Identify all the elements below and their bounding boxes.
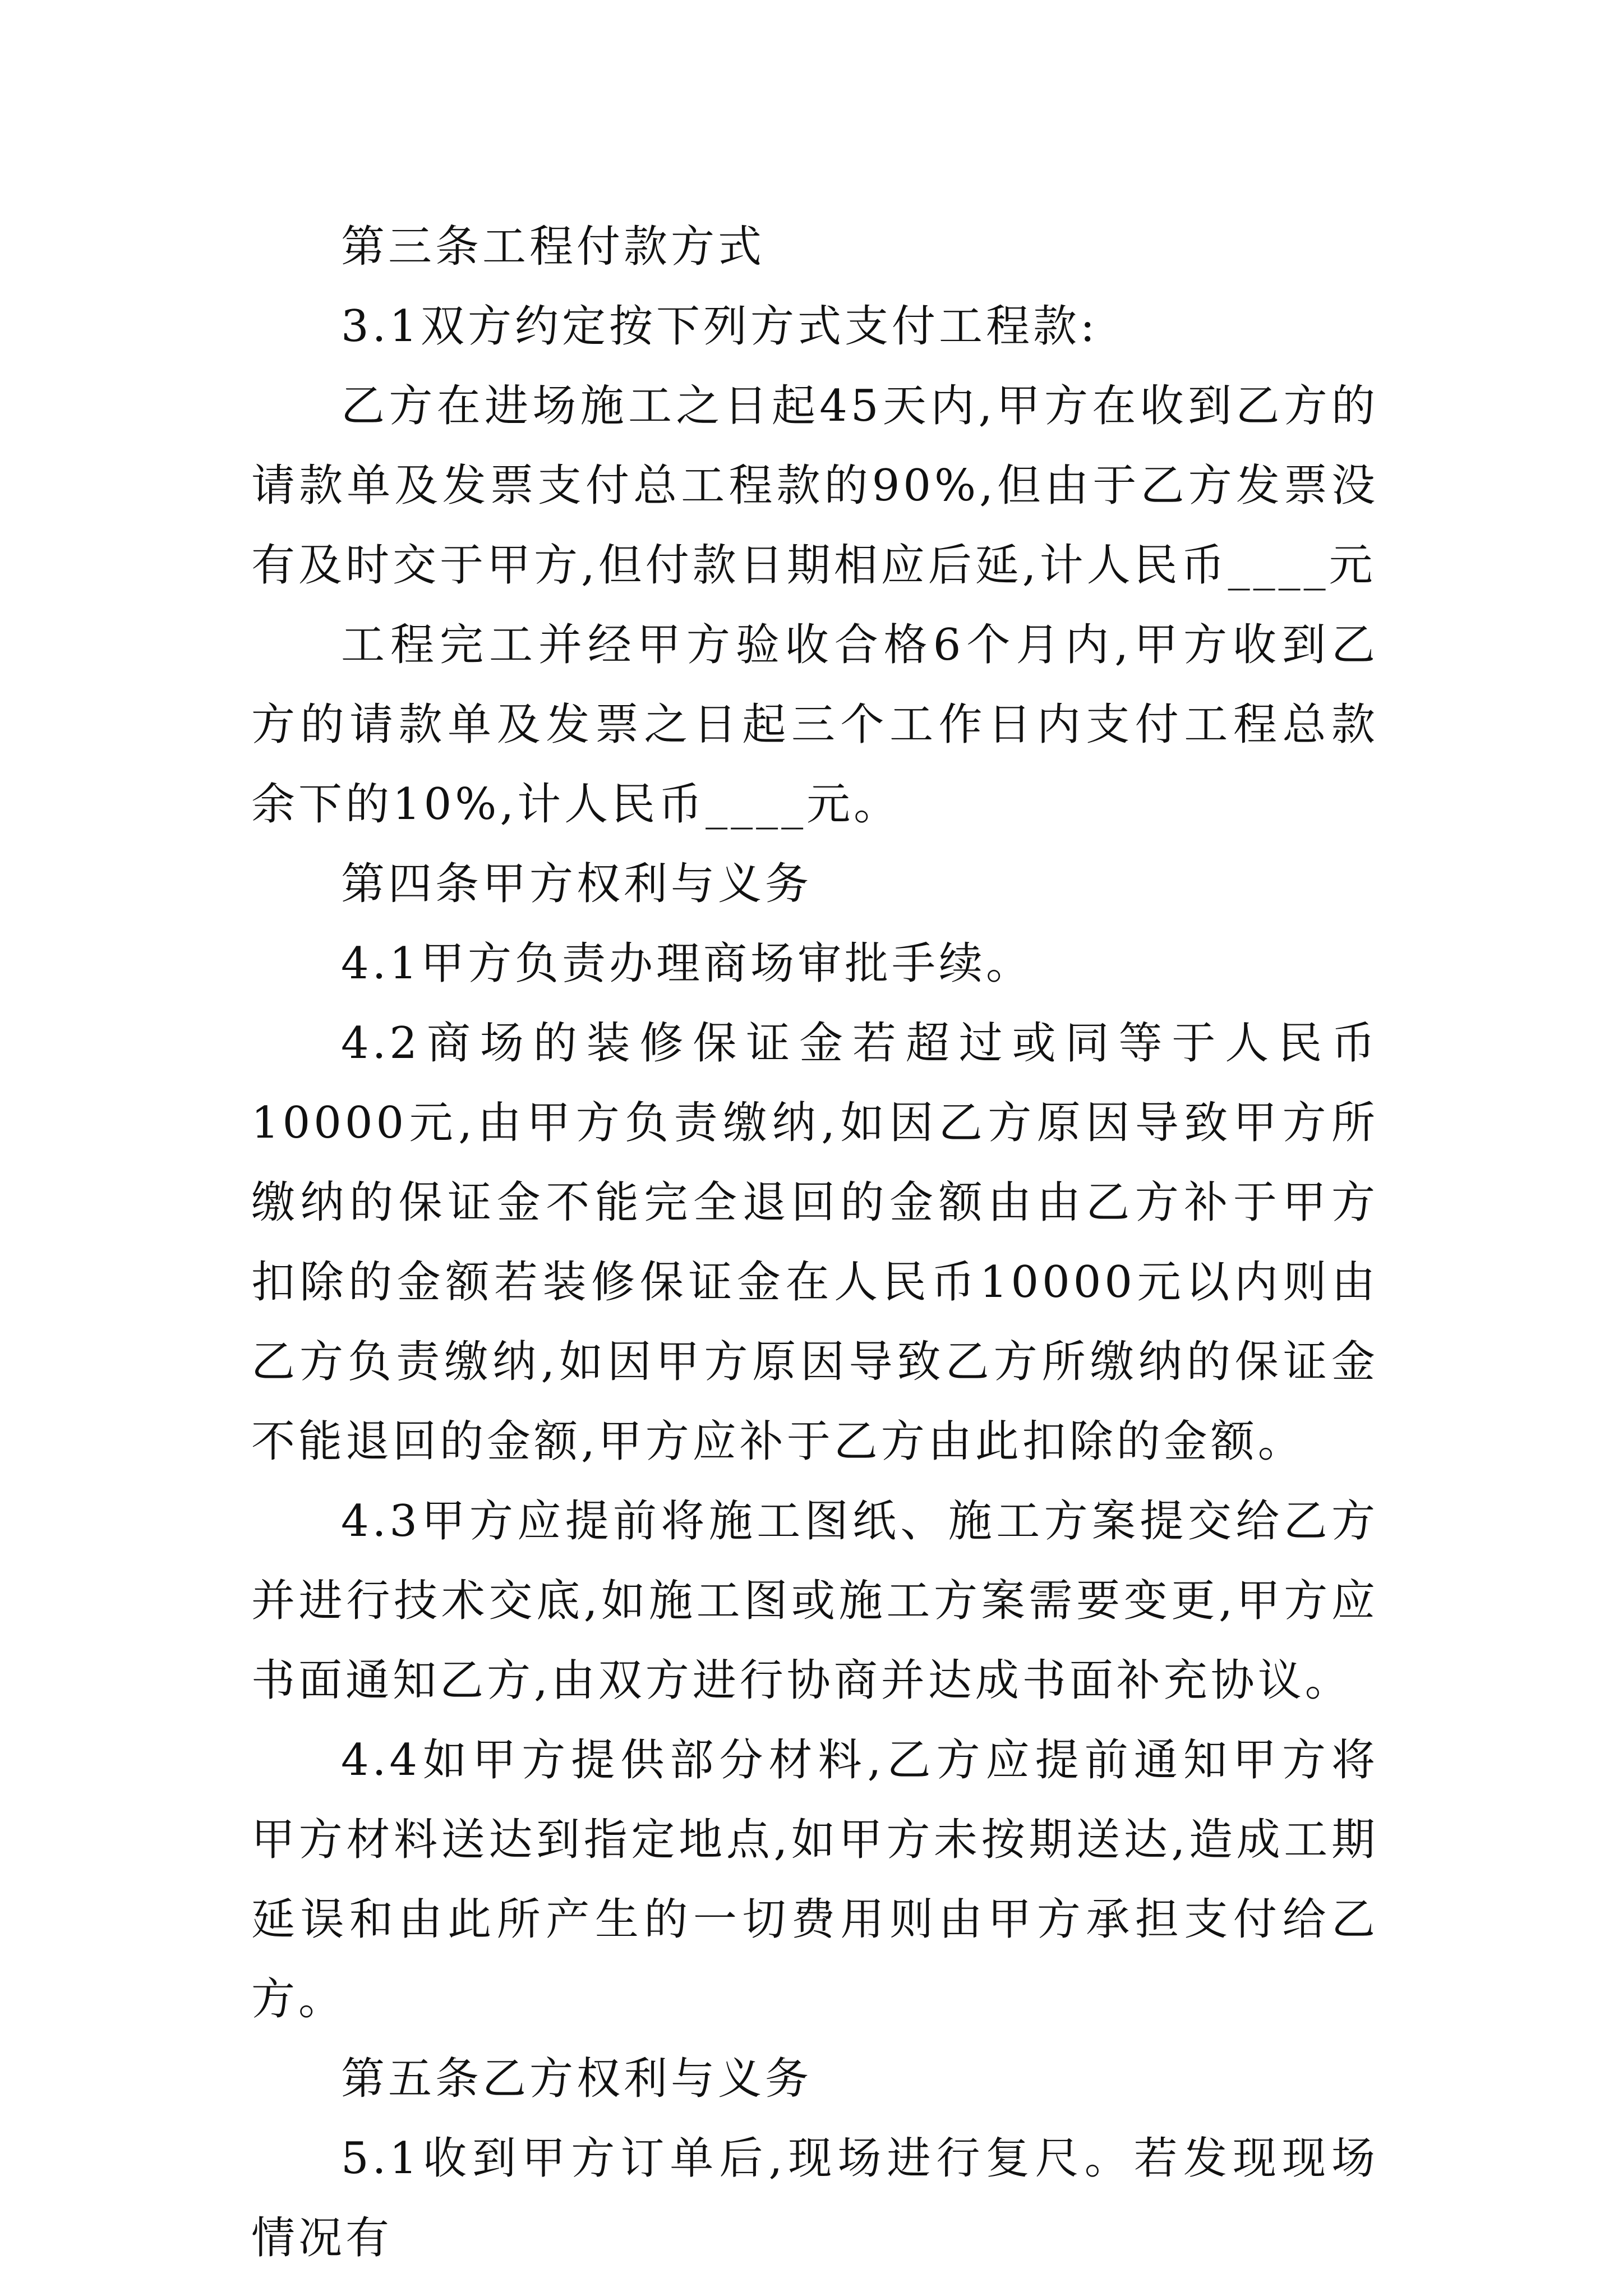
payment-first-installment: 乙方在进场施工之日起45天内,甲方在收到乙方的请款单及发票支付总工程款的90%,但由于乙方发票没有及时交于甲方,但付款日期相应后延,计人民币____元 bbox=[251, 381, 1378, 591]
clause-4-2: 4.2商场的装修保证金若超过或同等于人民币10000元,由甲方负责缴纳,如因乙方原因导致甲方所缴纳的保证金不能完全退回的金额由由乙方补于甲方扣除的金额若装修保证金在人民币10000元以内则由乙方负责缴纳,如因甲方原因导致乙方所缴纳的保证金不能退回的金额,甲方应补于乙方由此扣除的金额。 bbox=[251, 1018, 1378, 1467]
section-heading-3: 第三条工程付款方式 bbox=[341, 222, 766, 272]
clause-4-3: 4.3甲方应提前将施工图纸、施工方案提交给乙方并进行技术交底,如施工图或施工方案需要变更,甲方应书面通知乙方,由双方进行协商并达成书面补充协议。 bbox=[251, 1496, 1378, 1706]
section-heading-5: 第五条乙方权利与义务 bbox=[341, 2054, 813, 2104]
clause-5-1: 5.1收到甲方订单后,现场进行复尺。若发现现场情况有 bbox=[251, 2133, 1378, 2263]
clause-3-1: 3.1双方约定按下列方式支付工程款: bbox=[341, 301, 1099, 352]
clause-4-4: 4.4如甲方提供部分材料,乙方应提前通知甲方将甲方材料送达到指定地点,如甲方未按期送达,造成工期延误和由此所产生的一切费用则由甲方承担支付给乙方。 bbox=[251, 1735, 1378, 2024]
section-heading-4: 第四条甲方权利与义务 bbox=[341, 859, 813, 909]
payment-final-installment: 工程完工并经甲方验收合格6个月内,甲方收到乙方的请款单及发票之日起三个工作日内支付工程总款余下的10%,计人民币____元。 bbox=[251, 620, 1378, 830]
document-body bbox=[251, 207, 1378, 2278]
clause-4-1: 4.1甲方负责办理商场审批手续。 bbox=[341, 938, 1034, 989]
